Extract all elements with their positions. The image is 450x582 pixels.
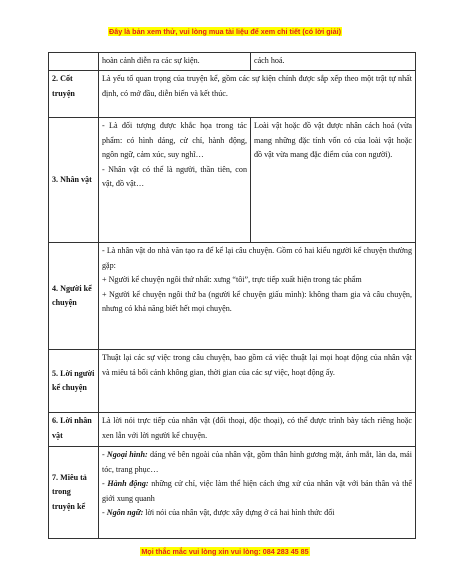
table-cell: Thuật lại các sự việc trong câu chuyện, bao gồm cả việc thuật lại mọi hoạt động của nhân vật và miêu tả bối cảnh không gian, thời gian của các sự việc, hoạt động ấy. — [99, 350, 416, 413]
table-cell: hoàn cảnh diễn ra các sự kiện. — [99, 53, 251, 71]
cell-paragraph: - Là đối tượng được khắc họa trong tác phẩm: có hình dáng, cử chỉ, hành động, ngôn ngữ, cảm xúc, suy nghĩ… — [102, 121, 247, 160]
table-cell: Loài vật hoặc đồ vật được nhân cách hoá (vừa mang những đặc tính vốn có của loài vật hoặc đồ vật vừa mang đặc điểm của con người). — [251, 118, 416, 243]
preview-notice-banner — [0, 27, 450, 36]
table-cell: Là lời nói trực tiếp của nhân vật (đối thoại, độc thoại), có thể được trình bày tách riêng hoặc xen lẫn với lời người kể chuyện. — [99, 413, 416, 447]
table-row — [49, 350, 416, 413]
term-hanh-dong: Hành động: — [107, 479, 149, 489]
row-label-cot-truyen: 2. Cốt truyện — [49, 71, 99, 118]
row-label-nhan-vat: 3. Nhân vật — [49, 118, 99, 243]
contact-notice-banner — [0, 547, 450, 556]
term-ngoai-hinh: Ngoại hình: — [106, 450, 148, 460]
table-cell: cách hoá. — [251, 53, 416, 71]
table-row — [49, 118, 416, 243]
cell-paragraph: - Ngôn ngữ: lời nói của nhân vật, được xây dựng ở cả hai hình thức đối — [102, 508, 335, 518]
row-label-mieu-ta: 7. Miêu tả trong truyện kể — [49, 447, 99, 539]
cell-paragraph: - Là nhân vật do nhà văn tạo ra để kể lại câu chuyện. Gồm có hai kiểu người kể chuyện thường gặp: — [102, 246, 412, 270]
table-row — [49, 447, 416, 539]
term-text: dáng vẻ bên ngoài của nhân vật, gồm thân hình gương mặt, ánh mắt, làn da, mái tóc, trang phục… — [102, 450, 413, 474]
contact-notice-text: Mọi thắc mắc vui lòng xin vui lòng: 084 283 45 85 — [141, 547, 309, 556]
table-row — [49, 413, 416, 447]
cell-paragraph: - Ngoại hình: dáng vẻ bên ngoài của nhân vật, gồm thân hình gương mặt, ánh mắt, làn da, mái tóc, trang phục… — [102, 450, 413, 474]
table-cell-empty — [49, 53, 99, 71]
row-label-loi-nhan-vat: 6. Lời nhân vật — [49, 413, 99, 447]
preview-notice-text: Đây là bản xem thử, vui lòng mua tài liệu để xem chi tiết (có lời giải) — [109, 27, 341, 36]
row-label-nguoi-ke-chuyen: 4. Người kể chuyện — [49, 243, 99, 350]
table-cell — [99, 447, 416, 539]
term-text: lời nói của nhân vật, được xây dựng ở cả hai hình thức đối — [143, 508, 335, 518]
term-ngon-ngu: Ngôn ngữ: — [106, 508, 144, 518]
table-row — [49, 243, 416, 350]
cell-paragraph: - Hành động: những cử chỉ, việc làm thể hiện cách ứng xử của nhân vật với bản thân và thế giới xung quanh — [102, 479, 412, 503]
row-label-loi-nguoi-ke-chuyen: 5. Lời người kể chuyện — [49, 350, 99, 413]
table-cell — [99, 243, 416, 350]
table-cell: Là yếu tố quan trọng của truyện kể, gồm các sự kiện chính được sắp xếp theo một trật tự nhất định, có mở đầu, diễn biến và kết thúc. — [99, 71, 416, 118]
table-row — [49, 71, 416, 118]
cell-paragraph: - Nhân vật có thể là người, thần tiên, con vật, đồ vật… — [102, 164, 247, 189]
cell-paragraph: + Người kể chuyện ngôi thứ ba (người kể chuyện giấu mình): không tham gia và câu chuyện, nhưng có khả năng biết hết mọi chuyện. — [102, 289, 412, 314]
term-text: những cử chỉ, việc làm thể hiện cách ứng xử của nhân vật với bản thân và thế giới xung quanh — [102, 479, 412, 503]
table-cell — [99, 118, 251, 243]
table-row — [49, 53, 416, 71]
cell-paragraph: + Người kể chuyện ngôi thứ nhất: xưng “tôi”, trực tiếp xuất hiện trong tác phẩm — [102, 275, 362, 285]
literature-table — [48, 52, 416, 539]
